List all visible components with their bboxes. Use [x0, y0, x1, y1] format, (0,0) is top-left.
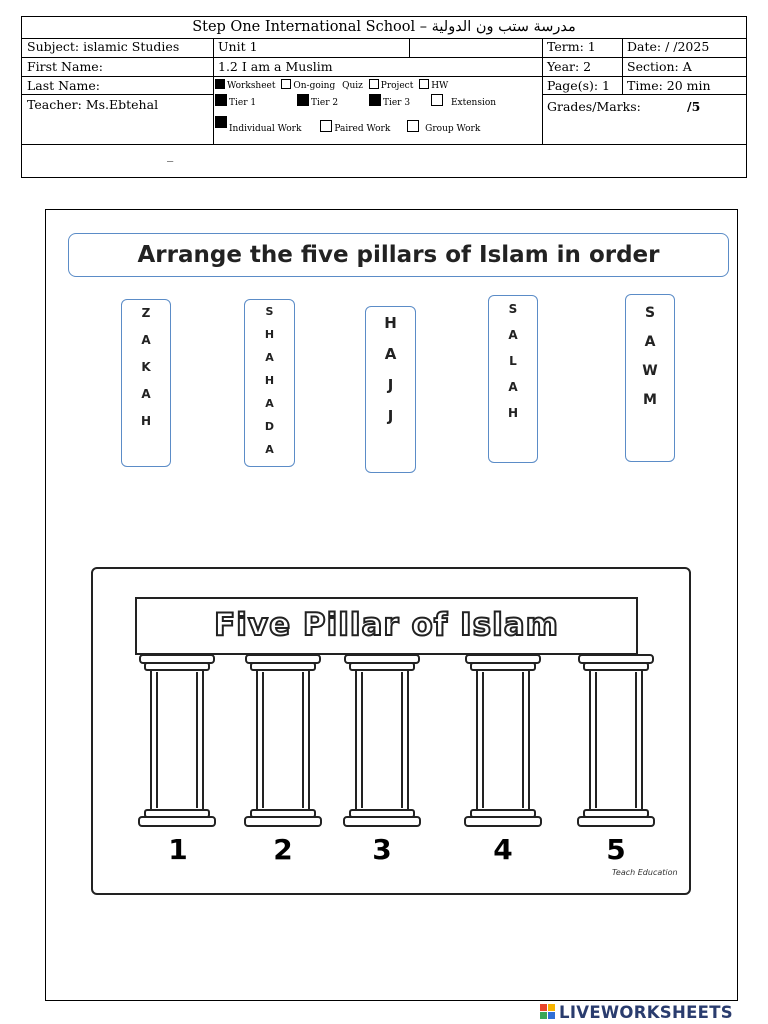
liveworksheets-logo-icon	[540, 1004, 556, 1020]
group-label: Group Work	[425, 124, 481, 134]
card-letter: A	[508, 328, 518, 342]
pillar-2	[245, 655, 321, 826]
card-letter: A	[265, 443, 274, 456]
pages-label: Page(s): 1	[547, 78, 611, 93]
card-letter: H	[264, 328, 275, 341]
project-label: Project	[380, 81, 414, 91]
teacher-label: Teacher: Ms.Ebtehal	[27, 97, 159, 112]
lesson-label: 1.2 I am a Muslim	[218, 59, 333, 74]
quiz-label: Quiz	[342, 81, 363, 91]
card-letter: H	[507, 406, 519, 420]
card-letter: A	[644, 334, 656, 350]
individual-label: Individual Work	[229, 124, 302, 134]
subject-label: Subject: islamic Studies	[27, 39, 180, 54]
grades-value: /5	[687, 99, 701, 114]
card-letter: H	[384, 314, 397, 332]
header-dash: _	[167, 147, 174, 162]
card-letter: H	[264, 374, 275, 387]
liveworksheets-brand: LIVEWORKSHEETS	[559, 1002, 733, 1022]
card-letter: S	[644, 305, 656, 321]
grades-label: Grades/Marks:	[547, 99, 641, 114]
date-label: Date: / /2025	[627, 39, 710, 54]
card-letter: J	[387, 407, 394, 425]
pillar-5	[578, 655, 654, 826]
pillar-1	[139, 655, 215, 826]
liveworksheets-logo	[540, 1001, 733, 1023]
term-label: Term: 1	[547, 39, 596, 54]
first-name-label: First Name:	[27, 59, 103, 74]
card-letter: A	[265, 397, 274, 410]
image-signature: Teach Education	[612, 868, 678, 877]
card-letter: A	[265, 351, 274, 364]
card-letter: H	[140, 414, 152, 428]
pillar-number-2: 2	[273, 833, 293, 866]
last-name-label: Last Name:	[27, 78, 101, 93]
worksheet-label: Worksheet	[227, 81, 276, 91]
ongoing-label: On-going	[293, 81, 336, 91]
card-letter: W	[642, 363, 658, 379]
card-letter: A	[141, 387, 151, 401]
paired-label: Paired Work	[334, 124, 391, 134]
card-letter: S	[508, 302, 518, 316]
pillar-3	[344, 655, 420, 826]
tier2-label: Tier 2	[310, 98, 339, 108]
extension-label: Extension	[450, 98, 497, 108]
card-letter: S	[265, 305, 274, 318]
card-letter: M	[643, 392, 657, 408]
tier3-label: Tier 3	[382, 98, 411, 108]
card-letter: L	[509, 354, 517, 368]
pillar-number-3: 3	[372, 833, 392, 866]
card-letter: A	[508, 380, 518, 394]
card-letter: Z	[141, 306, 151, 320]
card-letter: D	[264, 420, 275, 433]
card-letter: A	[141, 333, 151, 347]
year-label: Year: 2	[547, 59, 592, 74]
instruction-banner: Arrange the five pillars of Islam in order	[68, 233, 729, 277]
time-label: Time: 20 min	[627, 78, 711, 93]
tier1-label: Tier 1	[229, 98, 257, 108]
pillar-number-1: 1	[168, 833, 188, 866]
card-letter: K	[141, 360, 151, 374]
unit-label: Unit 1	[218, 39, 258, 54]
school-title: Step One International School – مدرسة ستب ون الدولية	[192, 19, 576, 35]
section-label: Section: A	[627, 59, 692, 74]
pillars-title: Five Pillar of Islam	[214, 607, 559, 643]
card-letter: J	[387, 376, 394, 394]
pillar-4	[465, 655, 541, 826]
pillar-number-5: 5	[606, 833, 626, 866]
card-letter: A	[384, 345, 397, 363]
hw-label: HW	[431, 81, 449, 91]
pillar-number-4: 4	[493, 833, 513, 866]
